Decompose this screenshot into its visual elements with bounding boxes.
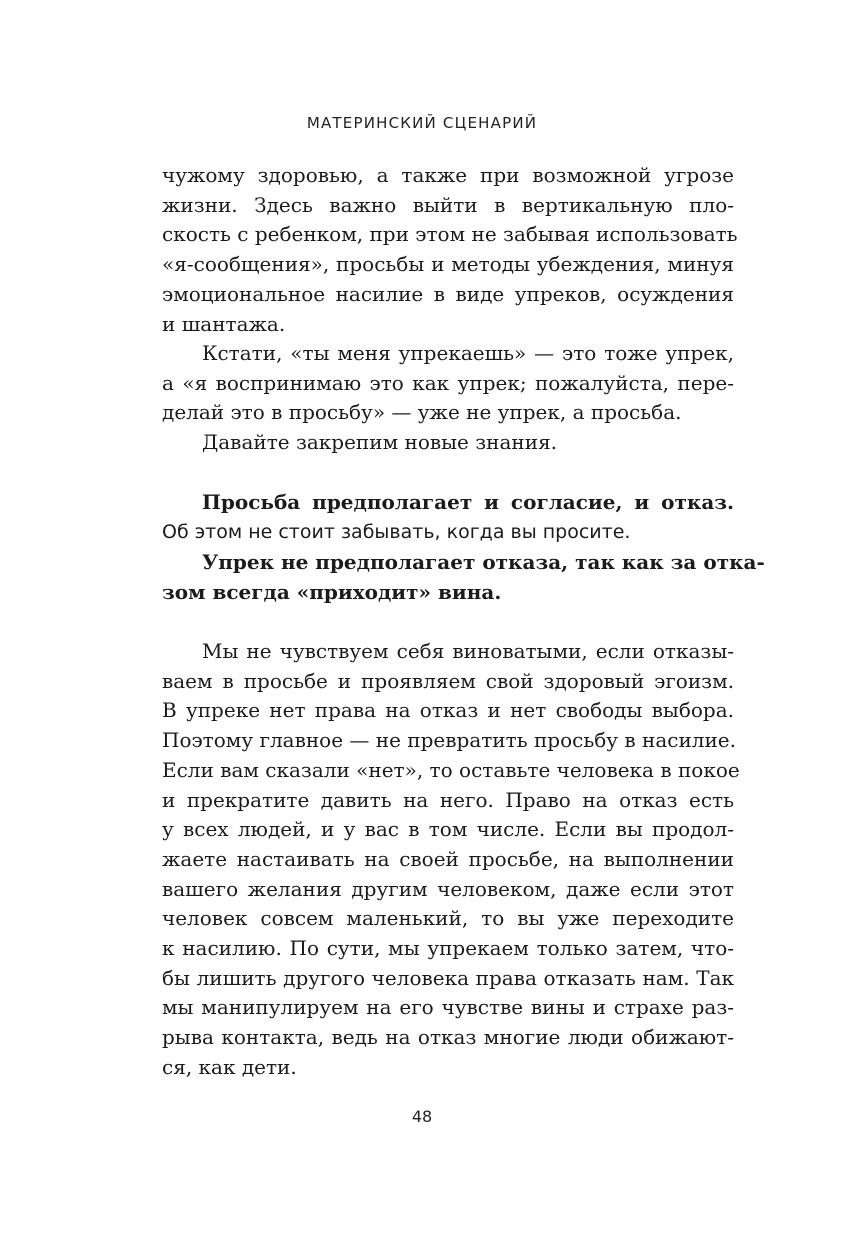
text-line: Если вам сказали «нет», то оставьте человека в покое	[162, 757, 740, 782]
paragraph-refusal-right	[162, 637, 740, 1083]
text-line: Давайте закрепим новые знания.	[202, 430, 558, 454]
text-line: чужому здоровью, а также при возможной угрозе	[162, 163, 734, 187]
text-line: «я-сообщения», просьбы и методы убеждения, минуя	[162, 252, 734, 277]
text-line: Поэтому главное — не превратить просьбу в насилие.	[162, 728, 737, 753]
text-line: к насилию. По сути, мы упрекаем только затем, что-	[162, 936, 734, 961]
text-line: Мы не чувствуем себя виноватыми, если отказы-	[202, 639, 734, 663]
text-line: бы лишить другого человека права отказать нам. Так	[162, 965, 734, 990]
text-line: ся, как дети.	[162, 1054, 297, 1079]
text-line: рыва контакта, ведь на отказ многие люди обижают-	[162, 1025, 734, 1050]
text-line: а «я воспринимаю это как упрек; пожалуйста, пере-	[162, 370, 734, 395]
paragraph-continuation	[162, 161, 738, 339]
rule-bold-line: зом всегда «приходит» вина.	[162, 579, 502, 604]
text-line: делай это в просьбу» — уже не упрек, а просьба.	[162, 400, 682, 425]
rule-bold-line: Упрек не предполагает отказа, так как за отка-	[202, 550, 765, 574]
text-line: жаете настаивать на своей просьбе, на выполнении	[162, 846, 734, 871]
paragraph-lets-consolidate	[162, 428, 734, 458]
text-line: эмоциональное насилие в виде упреков, осуждения	[162, 281, 734, 306]
rule-reproach	[162, 548, 765, 607]
rule-request	[162, 488, 734, 547]
text-line: мы манипулируем на его чувстве вины и страхе раз-	[162, 995, 734, 1020]
text-line: В упреке нет права на отказ и нет свободы выбора.	[162, 698, 734, 723]
text-line: скость с ребенком, при этом не забывая использовать	[162, 222, 738, 247]
rule-plain-line: Об этом не стоит забывать, когда вы просите.	[162, 520, 631, 543]
rule-bold-line: Просьба предполагает и согласие, и отказ.	[202, 490, 734, 514]
page-number: 48	[411, 1107, 433, 1126]
text-line: жизни. Здесь важно выйти в вертикальную пло-	[162, 192, 734, 217]
text-line: и прекратите давить на него. Право на отказ есть	[162, 787, 734, 812]
text-line: вашего желания другим человеком, даже если этот	[162, 876, 734, 901]
running-header: МАТЕРИНСКИЙ СЦЕНАРИЙ	[306, 114, 538, 132]
paragraph-reproach-example	[162, 339, 734, 428]
text-line: и шантажа.	[162, 311, 286, 336]
text-line: ваем в просьбе и проявляем свой здоровый эгоизм.	[162, 668, 734, 693]
text-line: у всех людей, и у вас в том числе. Если вы продол-	[162, 817, 734, 842]
text-line: Кстати, «ты меня упрекаешь» — это тоже упрек,	[202, 341, 734, 365]
text-line: человек совсем маленький, то вы уже переходите	[162, 906, 734, 931]
